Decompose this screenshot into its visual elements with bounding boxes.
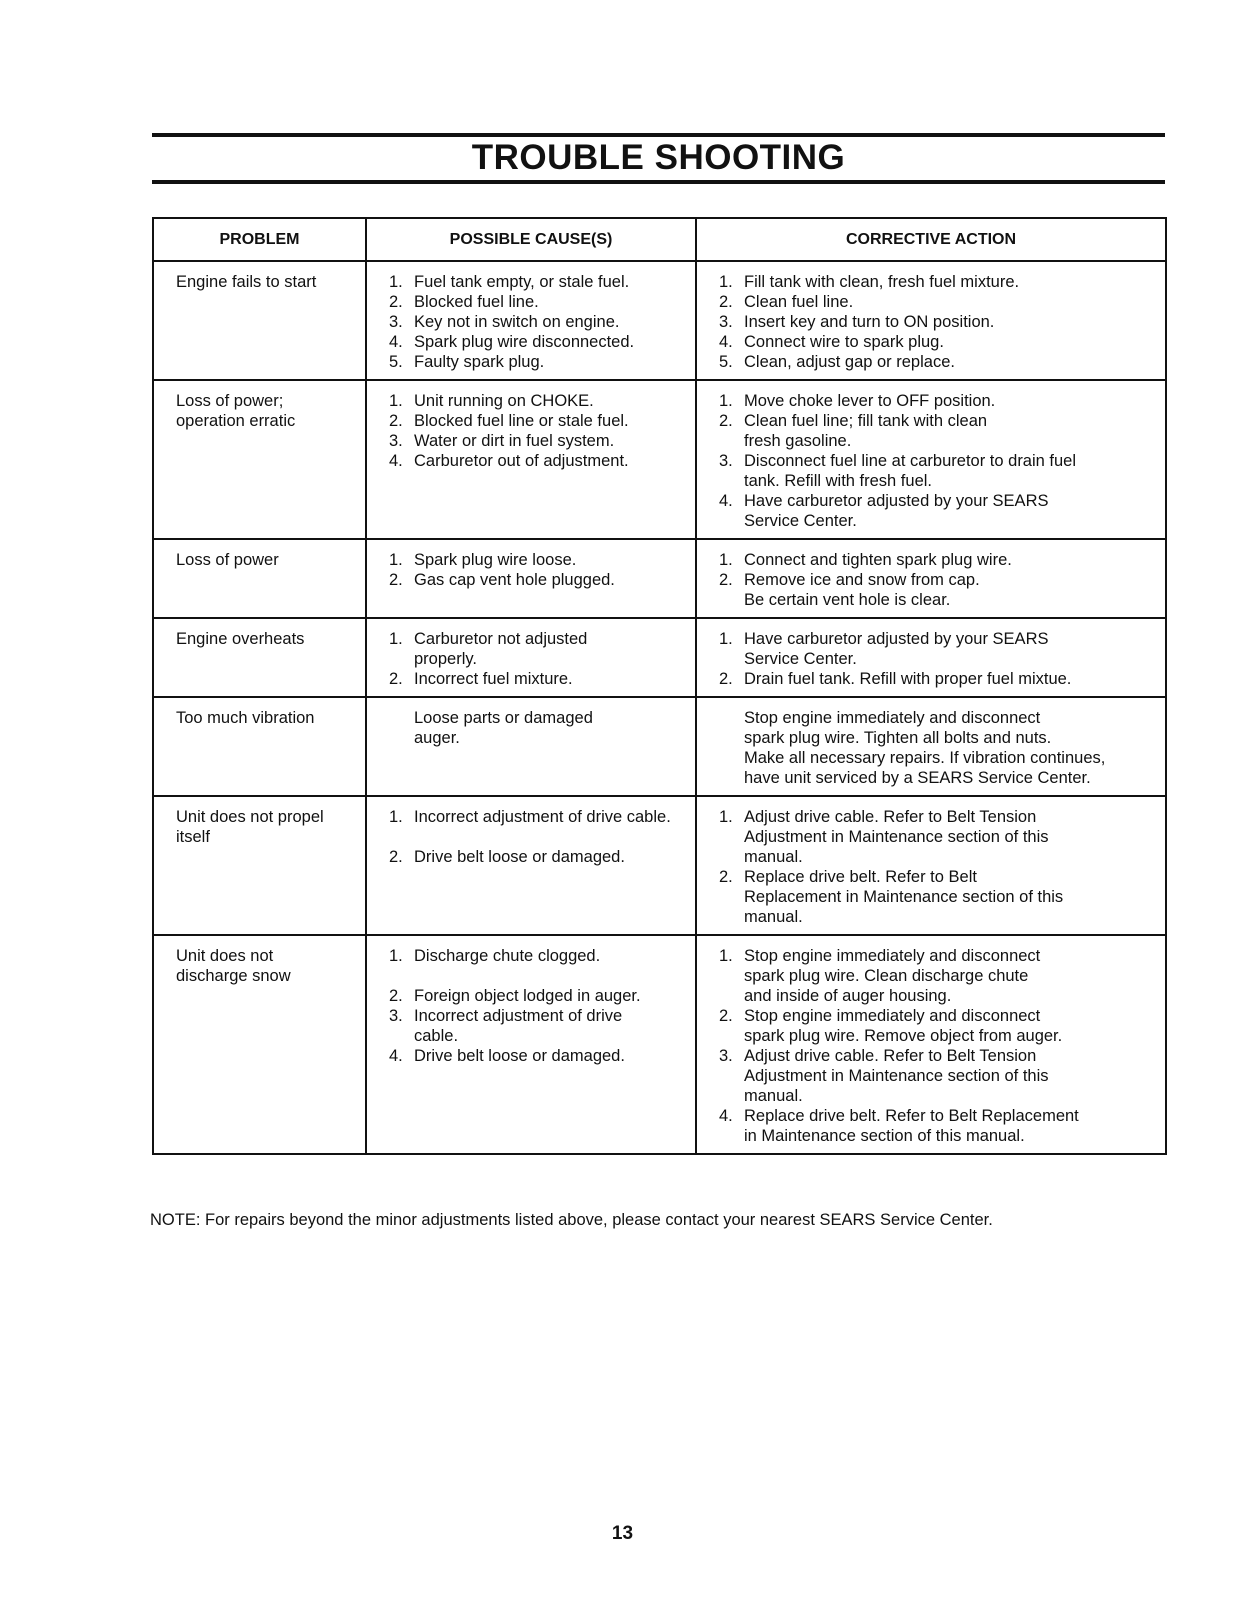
cause-item-number: 2. — [389, 412, 403, 430]
action-item-text: Disconnect fuel line at carburetor to drain fuel tank. Refill with fresh fuel. — [744, 452, 1077, 490]
cause-item-text: Incorrect fuel mixture. — [414, 670, 573, 688]
cause-item — [389, 272, 689, 292]
cause-item-text: Blocked fuel line. — [414, 293, 539, 311]
cause-item — [389, 292, 689, 312]
cause-item-text: Loose parts or damaged auger. — [414, 709, 593, 747]
cause-item-text: Gas cap vent hole plugged. — [414, 571, 615, 589]
cause-item — [389, 708, 689, 748]
cause-item-text: Incorrect adjustment of drive cable. — [414, 1007, 623, 1045]
cause-item-text: Faulty spark plug. — [414, 353, 545, 371]
cause-item-number: 2. — [389, 670, 403, 688]
cause-item — [389, 1046, 689, 1066]
action-cell — [696, 539, 1166, 618]
action-item-text: Insert key and turn to ON position. — [744, 313, 995, 331]
cause-item — [389, 946, 689, 986]
header-problem: PROBLEM — [153, 218, 366, 261]
action-item — [719, 669, 1159, 689]
action-item-number: 2. — [719, 412, 733, 430]
cause-item — [389, 570, 689, 590]
action-item — [719, 451, 1159, 491]
cause-item-text: Carburetor not adjusted properly. — [414, 630, 588, 668]
action-item-number: 4. — [719, 1107, 733, 1125]
action-item-text: Replace drive belt. Refer to Belt Replacement in Maintenance section of this manual. — [744, 1107, 1079, 1145]
action-item-text: Stop engine immediately and disconnect spark plug wire. Remove object from auger. — [744, 1007, 1063, 1045]
cause-item-number: 1. — [389, 947, 403, 965]
action-item-text: Clean fuel line; fill tank with clean fresh gasoline. — [744, 412, 988, 450]
table-row — [153, 539, 1166, 618]
cause-item-text: Blocked fuel line or stale fuel. — [414, 412, 629, 430]
cause-item-number: 1. — [389, 392, 403, 410]
page-number: 13 — [611, 1523, 634, 1544]
cause-item-text: Key not in switch on engine. — [414, 313, 620, 331]
cause-item-number: 1. — [389, 273, 403, 291]
action-item-text: Connect wire to spark plug. — [744, 333, 944, 351]
action-item-number: 3. — [719, 452, 733, 470]
cause-cell — [366, 697, 696, 796]
action-item — [719, 946, 1159, 1006]
table-row — [153, 261, 1166, 380]
cause-item — [389, 431, 689, 451]
problem-text: Unit does not propel itself — [176, 808, 324, 846]
cause-item-number: 4. — [389, 452, 403, 470]
action-item-text: Adjust drive cable. Refer to Belt Tension Adjustment in Maintenance section of this manual. — [744, 1047, 1049, 1105]
cause-item — [389, 807, 689, 847]
action-item-number: 2. — [719, 1007, 733, 1025]
action-cell — [696, 935, 1166, 1154]
cause-item-number: 1. — [389, 630, 403, 648]
action-item-number — [719, 708, 744, 788]
table-header-row — [153, 218, 1166, 261]
action-item-number: 1. — [719, 551, 733, 569]
action-item — [719, 570, 1159, 610]
cause-item-number: 2. — [389, 571, 403, 589]
cause-cell — [366, 796, 696, 935]
cause-item — [389, 986, 689, 1006]
action-item-text: Fill tank with clean, fresh fuel mixture. — [744, 273, 1020, 291]
action-item — [719, 292, 1159, 312]
action-item-text: Clean fuel line. — [744, 293, 854, 311]
action-cell — [696, 261, 1166, 380]
action-item-text: Replace drive belt. Refer to Belt Replacement in Maintenance section of this manual. — [744, 868, 1064, 926]
action-item — [719, 1006, 1159, 1046]
cause-item-text: Carburetor out of adjustment. — [414, 452, 629, 470]
action-item — [719, 629, 1159, 669]
action-item — [719, 867, 1159, 927]
cause-item — [389, 391, 689, 411]
action-item-text: Have carburetor adjusted by your SEARS Service Center. — [744, 492, 1049, 530]
action-item-text: Adjust drive cable. Refer to Belt Tension Adjustment in Maintenance section of this manual. — [744, 808, 1049, 866]
cause-item-number — [389, 708, 414, 748]
cause-item-number: 3. — [389, 313, 403, 331]
cause-item — [389, 332, 689, 352]
action-item-number: 4. — [719, 333, 733, 351]
troubleshooting-table — [152, 217, 1167, 1155]
action-item — [719, 332, 1159, 352]
cause-item-number: 3. — [389, 432, 403, 450]
cause-item-number: 4. — [389, 1047, 403, 1065]
cause-item-number: 1. — [389, 551, 403, 569]
cause-cell — [366, 380, 696, 539]
cause-item-number: 3. — [389, 1007, 403, 1025]
action-item-text: Move choke lever to OFF position. — [744, 392, 996, 410]
action-item-number: 2. — [719, 293, 733, 311]
page-title: TROUBLE SHOOTING — [471, 138, 846, 177]
action-item — [719, 411, 1159, 451]
cause-item — [389, 352, 689, 372]
action-cell — [696, 796, 1166, 935]
header-corrective-action: CORRECTIVE ACTION — [696, 218, 1166, 261]
problem-cell — [153, 697, 366, 796]
action-item — [719, 807, 1159, 867]
cause-cell — [366, 935, 696, 1154]
cause-item-text: Spark plug wire loose. — [414, 551, 577, 569]
action-item — [719, 352, 1159, 372]
cause-item — [389, 669, 689, 689]
cause-item-text: Incorrect adjustment of drive cable. — [414, 808, 671, 826]
action-item-number: 1. — [719, 630, 733, 648]
action-item — [719, 1046, 1159, 1106]
action-item-number: 4. — [719, 492, 733, 510]
cause-item-number: 2. — [389, 848, 403, 866]
action-item — [719, 491, 1159, 531]
action-item-text: Clean, adjust gap or replace. — [744, 353, 955, 371]
action-item — [719, 1106, 1159, 1146]
action-item-number: 3. — [719, 313, 733, 331]
problem-cell — [153, 261, 366, 380]
cause-item-text: Spark plug wire disconnected. — [414, 333, 635, 351]
action-item-text: Remove ice and snow from cap. Be certain vent hole is clear. — [744, 571, 980, 609]
problem-text: Engine overheats — [176, 630, 305, 648]
cause-item-number: 4. — [389, 333, 403, 351]
action-item — [719, 312, 1159, 332]
problem-cell — [153, 618, 366, 697]
cause-item — [389, 847, 689, 867]
cause-item — [389, 312, 689, 332]
cause-item — [389, 451, 689, 471]
action-item-number: 1. — [719, 947, 733, 965]
problem-cell — [153, 796, 366, 935]
problem-cell — [153, 539, 366, 618]
cause-item-text: Fuel tank empty, or stale fuel. — [414, 273, 630, 291]
action-item-text: Have carburetor adjusted by your SEARS Service Center. — [744, 630, 1049, 668]
cause-item-text: Discharge chute clogged. — [414, 947, 601, 965]
action-item-text: Connect and tighten spark plug wire. — [744, 551, 1012, 569]
problem-cell — [153, 380, 366, 539]
cause-item-text: Unit running on CHOKE. — [414, 392, 594, 410]
action-item — [719, 550, 1159, 570]
title-rule-bottom — [152, 180, 1165, 184]
cause-item-number: 2. — [389, 987, 403, 1005]
cause-cell — [366, 539, 696, 618]
table-row — [153, 618, 1166, 697]
action-cell — [696, 380, 1166, 539]
header-possible-causes: POSSIBLE CAUSE(S) — [366, 218, 696, 261]
action-item-text: Stop engine immediately and disconnect spark plug wire. Clean discharge chute and inside of auger housing. — [744, 947, 1041, 1005]
cause-cell — [366, 618, 696, 697]
action-item-number: 2. — [719, 670, 733, 688]
cause-item — [389, 629, 689, 669]
problem-text: Too much vibration — [176, 709, 315, 727]
action-item-number: 2. — [719, 571, 733, 589]
cause-item-text: Foreign object lodged in auger. — [414, 987, 641, 1005]
action-cell — [696, 618, 1166, 697]
action-item-text: Stop engine immediately and disconnect spark plug wire. Tighten all bolts and nuts. Make all necessary repairs. If vibration continues, have unit serviced by a SEARS Service Center. — [744, 709, 1106, 787]
action-item — [719, 391, 1159, 411]
table-row — [153, 380, 1166, 539]
cause-item-number: 5. — [389, 353, 403, 371]
cause-item — [389, 411, 689, 431]
action-item — [719, 272, 1159, 292]
action-item-number: 3. — [719, 1047, 733, 1065]
service-note: NOTE: For repairs beyond the minor adjustments listed above, please contact your nearest SEARS Service Center. — [150, 1211, 993, 1229]
table-row — [153, 697, 1166, 796]
cause-item-text: Drive belt loose or damaged. — [414, 848, 625, 866]
action-item — [719, 708, 1159, 788]
action-item-number: 1. — [719, 273, 733, 291]
action-item-number: 1. — [719, 808, 733, 826]
action-cell — [696, 697, 1166, 796]
cause-item — [389, 1006, 689, 1046]
action-item-number: 2. — [719, 868, 733, 886]
cause-item-number: 1. — [389, 808, 403, 826]
table-row — [153, 796, 1166, 935]
problem-text: Unit does not discharge snow — [176, 947, 291, 985]
action-item-text: Drain fuel tank. Refill with proper fuel mixtue. — [744, 670, 1072, 688]
cause-item-text: Drive belt loose or damaged. — [414, 1047, 625, 1065]
problem-text: Engine fails to start — [176, 273, 317, 291]
table-row — [153, 935, 1166, 1154]
problem-text: Loss of power — [176, 551, 279, 569]
action-item-number: 5. — [719, 353, 733, 371]
action-item-number: 1. — [719, 392, 733, 410]
cause-item-text: Water or dirt in fuel system. — [414, 432, 615, 450]
problem-cell — [153, 935, 366, 1154]
cause-item-number: 2. — [389, 293, 403, 311]
cause-item — [389, 550, 689, 570]
problem-text: Loss of power; operation erratic — [176, 392, 296, 430]
cause-cell — [366, 261, 696, 380]
